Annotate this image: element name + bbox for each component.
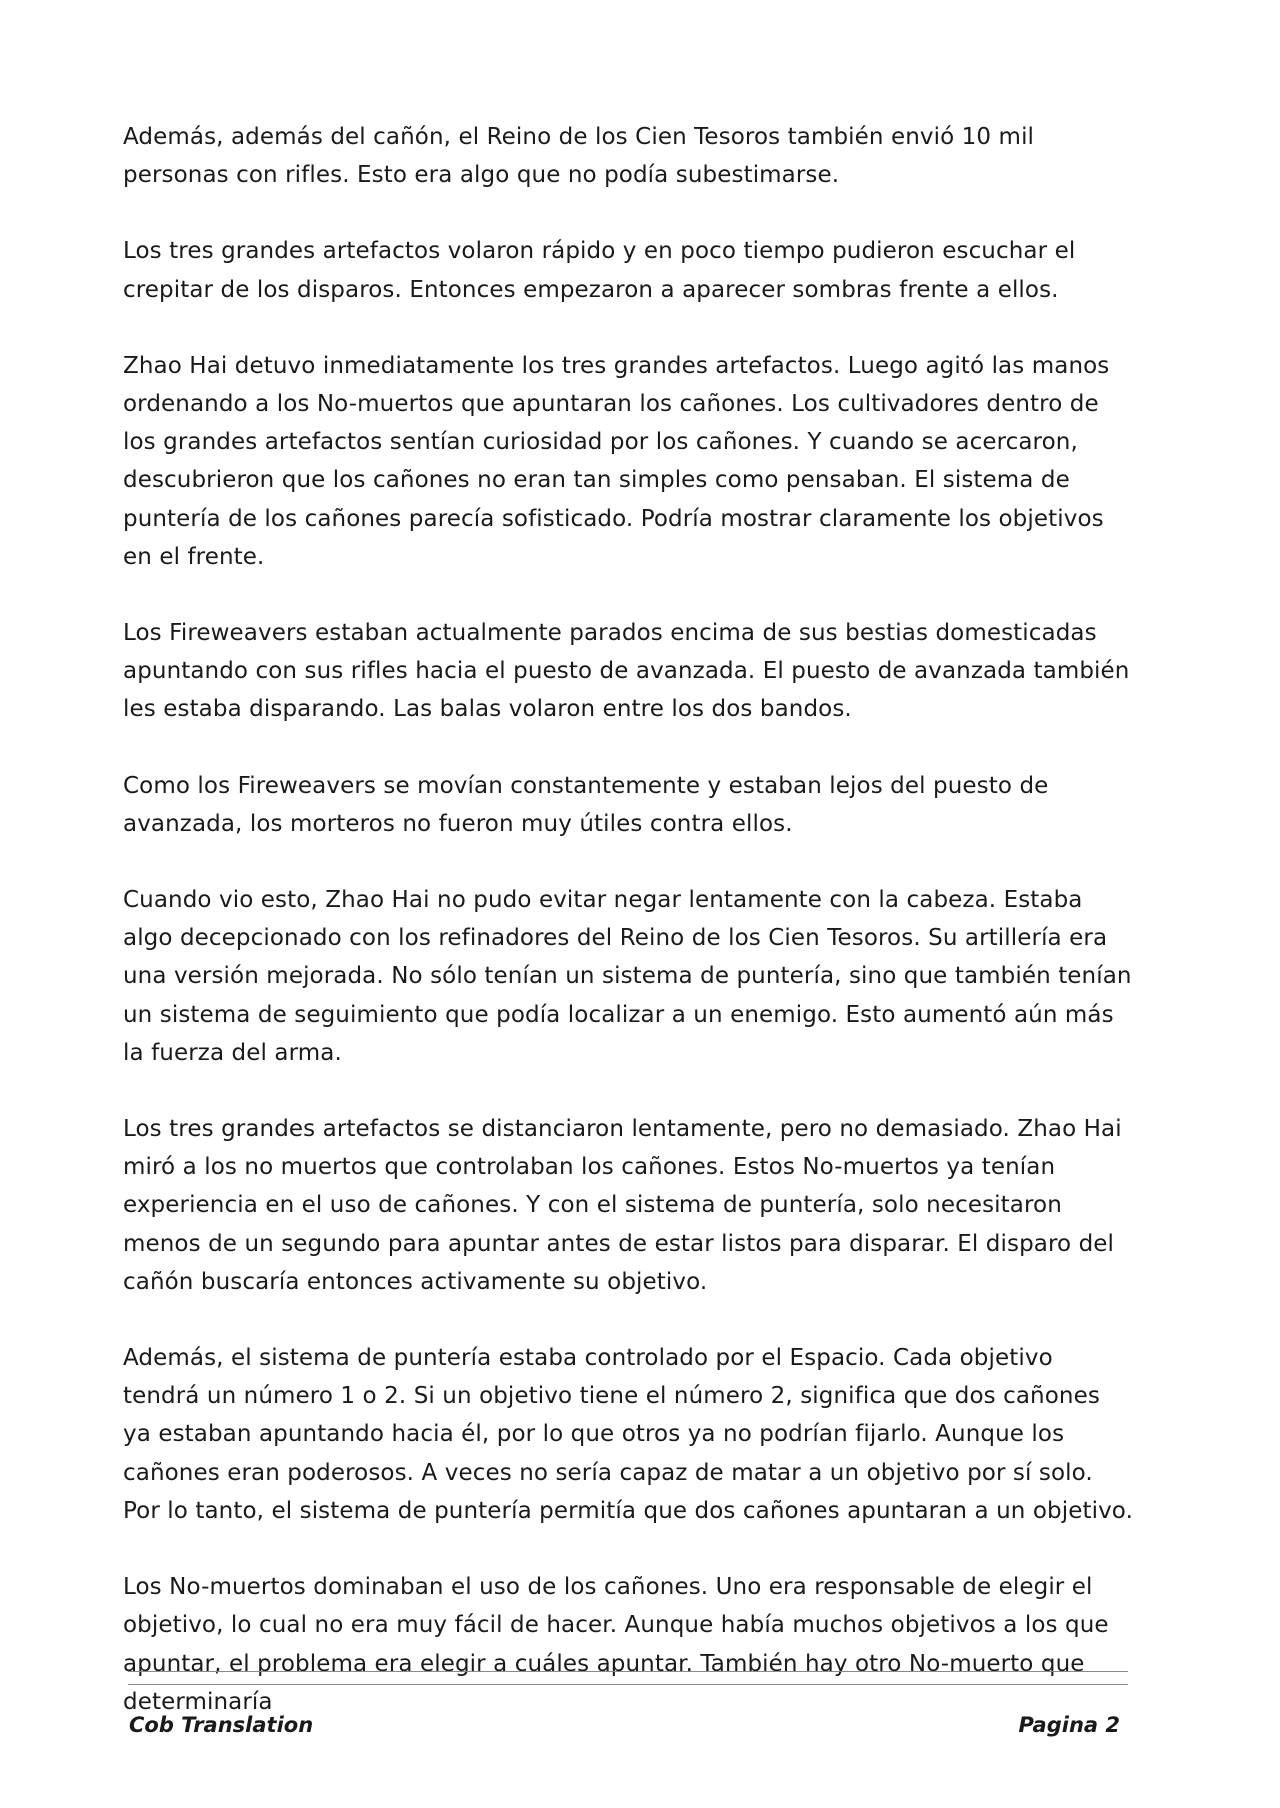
footer-divider-bottom <box>128 1684 1128 1685</box>
footer-divider-top <box>128 1671 1128 1672</box>
paragraph: Cuando vio esto, Zhao Hai no pudo evitar negar lentamente con la cabeza. Estaba algo decepcionado con los refinadores del Reino de los Cien Tesoros. Su artillería era una versión mejorada. No sólo tenían un sistema de puntería, sino que también tenían un sistema de seguimiento que podía localizar a un enemigo. Esto aumentó aún más la fuerza del arma. <box>123 887 1132 1066</box>
paragraph: Los Fireweavers estaban actualmente parados encima de sus bestias domesticadas apuntando con sus rifles hacia el puesto de avanzada. El puesto de avanzada también les estaba disparando. Las balas volaron entre los dos bandos. <box>123 620 1130 723</box>
footer-page-number: Pagina 2 <box>1018 1713 1120 1737</box>
paragraph: Además, el sistema de puntería estaba controlado por el Espacio. Cada objetivo tendrá un número 1 o 2. Si un objetivo tiene el número 2, significa que dos cañones ya estaban apuntando hacia él, por lo que otros ya no podrían fijarlo. Aunque los cañones eran poderosos. A veces no sería capaz de matar a un objetivo por sí solo. Por lo tanto, el sistema de puntería permitía que dos cañones apuntaran a un objetivo. <box>123 1345 1133 1524</box>
paragraph: Como los Fireweavers se movían constantemente y estaban lejos del puesto de avanzada, los morteros no fueron muy útiles contra ellos. <box>123 772 1049 837</box>
page-body <box>123 118 1133 1759</box>
paragraph: Además, además del cañón, el Reino de los Cien Tesoros también envió 10 mil personas con rifles. Esto era algo que no podía subestimarse. <box>123 124 1035 189</box>
paragraph: Los tres grandes artefactos volaron rápido y en poco tiempo pudieron escuchar el crepitar de los disparos. Entonces empezaron a aparecer sombras frente a ellos. <box>123 238 1076 303</box>
paragraph: Los tres grandes artefactos se distanciaron lentamente, pero no demasiado. Zhao Hai miró a los no muertos que controlaban los cañones. Estos No-muertos ya tenían experiencia en el uso de cañones. Y con el sistema de puntería, solo necesitaron menos de un segundo para apuntar antes de estar listos para disparar. El disparo del cañón buscaría entonces activamente su objetivo. <box>123 1116 1122 1295</box>
footer-translator-credit: Cob Translation <box>129 1713 314 1737</box>
paragraph: Los No-muertos dominaban el uso de los cañones. Uno era responsable de elegir el objetivo, lo cual no era muy fácil de hacer. Aunque había muchos objetivos a los que apuntar, el problema era elegir a cuáles apuntar. También hay otro No-muerto que determinaría <box>123 1574 1109 1715</box>
paragraph: Zhao Hai detuvo inmediatamente los tres grandes artefactos. Luego agitó las manos ordenando a los No-muertos que apuntaran los cañones. Los cultivadores dentro de los grandes artefactos sentían curiosidad por los cañones. Y cuando se acercaron, descubrieron que los cañones no eran tan simples como pensaban. El sistema de puntería de los cañones parecía sofisticado. Podría mostrar claramente los objetivos en el frente. <box>123 352 1110 570</box>
